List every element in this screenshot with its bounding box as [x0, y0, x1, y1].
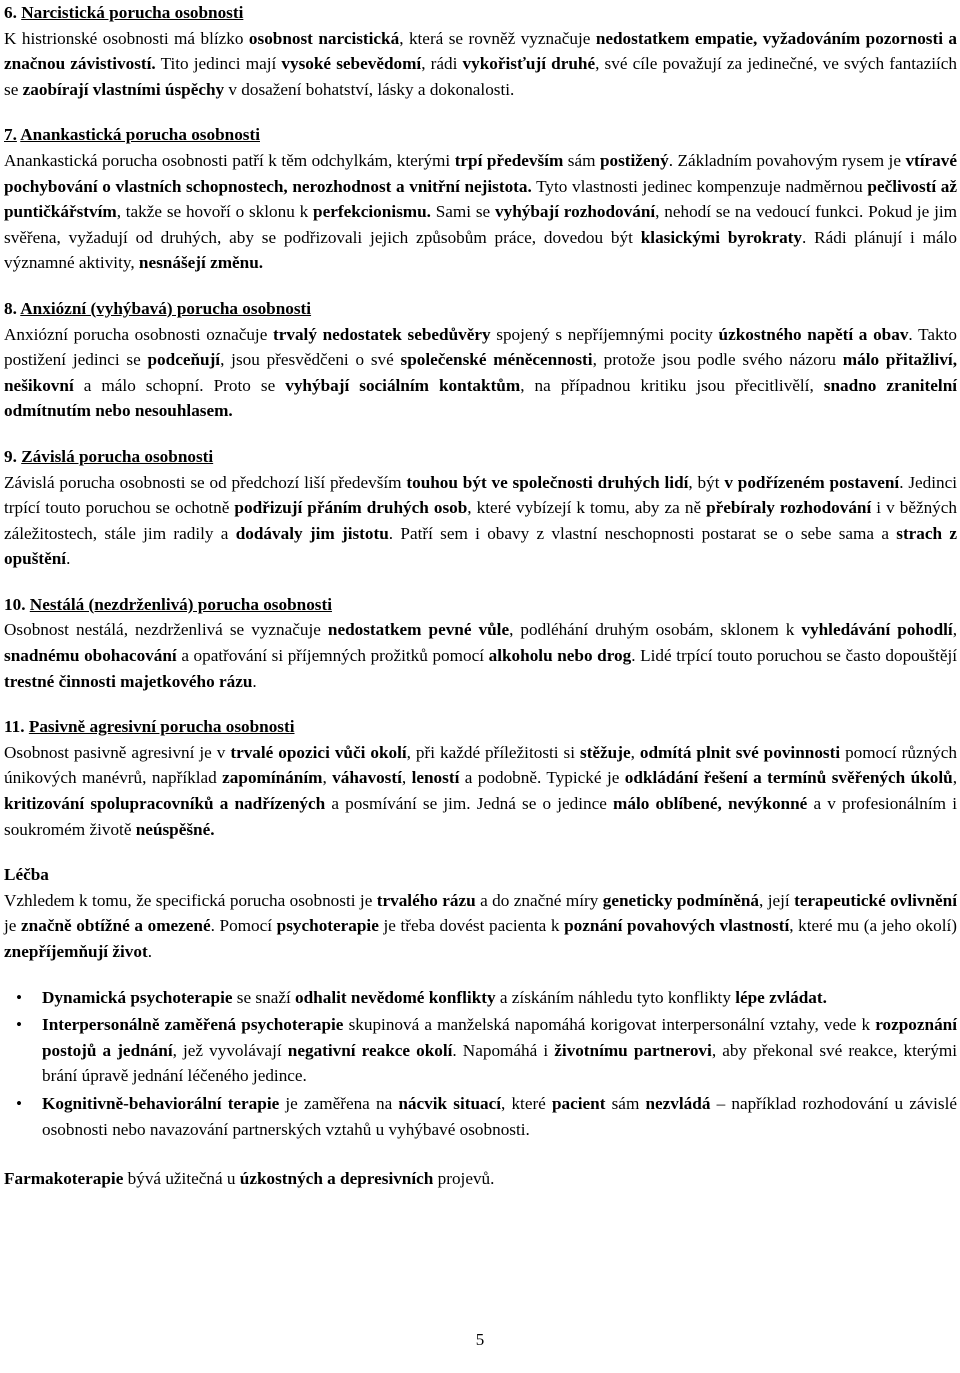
emphasis-text: podřizují přáním druhých osob — [234, 498, 468, 518]
therapy-list — [4, 985, 957, 1143]
emphasis-text: nácvik situací — [398, 1093, 501, 1113]
emphasis-text: Farmakoterapie — [4, 1169, 124, 1189]
section-number: 6. — [4, 3, 17, 22]
treatment-body — [4, 888, 957, 965]
text-run: a podobně. Typické je — [459, 768, 625, 788]
section-8 — [4, 296, 957, 424]
treatment-heading: Léčba — [4, 865, 49, 885]
text-run: se snaží — [232, 987, 296, 1007]
emphasis-text: nedostatkem empatie, vyžadováním pozornosti a značnou závistivostí. — [4, 28, 958, 74]
section-number: 7. — [4, 125, 17, 145]
emphasis-text: nesnášejí změnu. — [138, 253, 264, 273]
emphasis-text: geneticky podmíněná — [602, 890, 759, 910]
text-run: . Lidé trpící touto poruchou se často dopouštějí — [631, 646, 958, 666]
emphasis-text: v podřízeném postavení — [724, 472, 900, 492]
bullet-icon: • — [16, 1093, 23, 1113]
text-run: Tito jedinci mají — [155, 54, 282, 74]
text-run: je — [4, 916, 22, 936]
section-body — [4, 470, 957, 572]
text-run: , své cíle považují za jedinečné, ve svých fantaziích se — [4, 54, 958, 99]
emphasis-text: postižený — [599, 150, 669, 170]
text-run: , která se rovněž vyznačuje — [399, 28, 596, 48]
text-run: , — [322, 768, 333, 788]
emphasis-text: Interpersonálně zaměřená psychoterapie — [42, 1015, 344, 1035]
text-run: , být — [688, 472, 725, 492]
text-run: , aby překonal své reakce, kterými brání úpravě jednání léčeného jedince. — [42, 1040, 957, 1086]
emphasis-text: vysoké sebevědomí — [281, 54, 422, 74]
emphasis-text: touhou být ve společnosti druhých lidí — [406, 472, 689, 492]
section-body — [4, 148, 957, 276]
emphasis-text: trvalé opozici vůči okolí — [230, 742, 407, 762]
section-title: Anankastická porucha osobnosti — [20, 125, 260, 145]
section-number: 8. — [4, 298, 17, 318]
text-run: a málo schopní. Proto se — [73, 375, 286, 395]
emphasis-text: stěžuje — [580, 742, 631, 762]
emphasis-text: terapeutické ovlivnění — [794, 890, 957, 910]
text-run: . — [147, 942, 152, 961]
section-heading — [4, 122, 957, 148]
emphasis-text: málo oblíbené, nevýkonné — [613, 794, 808, 814]
treatment-section — [4, 862, 957, 964]
emphasis-text: málo přitažliví, nešikovní — [4, 350, 957, 395]
emphasis-text: nezvládá — [645, 1093, 711, 1113]
text-run: Vzhledem k tomu, že specifická porucha osobnosti je — [4, 890, 377, 910]
emphasis-text: snadnému obohacování — [4, 646, 177, 666]
list-item-text — [42, 988, 827, 1007]
emphasis-text: trpí především — [454, 150, 564, 170]
emphasis-text: vyhýbají rozhodování — [495, 202, 656, 222]
text-run: sám — [605, 1093, 646, 1113]
emphasis-text: dodávaly jim jistotu — [235, 523, 389, 543]
text-run: , — [630, 742, 640, 762]
list-item — [16, 1012, 957, 1089]
text-run: Závislá porucha osobnosti se od předchozí liší především — [4, 472, 407, 492]
emphasis-text: trvalého rázu — [376, 890, 476, 910]
emphasis-text: psychoterapie — [276, 916, 379, 936]
emphasis-text: vtíravé pochybování o vlastních schopnostech, nerozhodnost a vnitřní nejistota. — [4, 150, 957, 196]
text-run: a do značné míry — [475, 890, 603, 910]
section-number: 10. — [4, 594, 26, 614]
section-body — [4, 740, 957, 842]
emphasis-text: leností — [411, 768, 460, 788]
section-10 — [4, 592, 957, 694]
section-title: Narcistická porucha osobnosti — [21, 3, 244, 22]
section-number: 11. — [4, 717, 25, 737]
text-run: Sami se — [430, 202, 495, 222]
section-heading — [4, 592, 957, 618]
emphasis-text: poznání povahových vlastností — [564, 916, 790, 936]
emphasis-text: snadno zranitelní odmítnutím nebo nesouhlasem. — [4, 375, 958, 421]
emphasis-text: znepříjemňují život — [4, 942, 148, 961]
section-heading — [4, 714, 957, 740]
pharmacotherapy-note — [4, 1166, 957, 1192]
emphasis-text: životnímu partnerovi — [554, 1040, 712, 1060]
section-heading — [4, 0, 957, 26]
emphasis-text: strach z opuštění — [4, 523, 958, 569]
emphasis-text: negativní reakce okolí — [287, 1040, 453, 1060]
text-run: , takže se hovoří o sklonu k — [116, 202, 314, 222]
text-run: a opatřování si příjemných prožitků pomocí — [176, 646, 489, 666]
list-item-text — [42, 1094, 957, 1139]
text-run: , které mu (a jeho okolí) — [789, 916, 957, 936]
section-6 — [4, 0, 957, 102]
emphasis-text: odmítá plnit své povinnosti — [639, 742, 841, 762]
list-item-text — [42, 1015, 957, 1085]
text-run: . Napomáhá i — [452, 1040, 555, 1060]
text-run: je zaměřena na — [279, 1093, 399, 1113]
text-run: pomocí různých únikových manévrů, například — [4, 742, 957, 788]
emphasis-text: rozpoznání postojů a jednání — [42, 1015, 957, 1060]
text-run: Osobnost pasivně agresivní je v — [4, 742, 231, 762]
text-run: . — [252, 671, 257, 691]
emphasis-text: podceňují — [147, 350, 221, 370]
emphasis-text: trvalý nedostatek sebedůvěry — [273, 324, 491, 344]
emphasis-text: odhalit nevědomé konflikty — [295, 987, 496, 1007]
bullet-icon: • — [16, 1015, 23, 1035]
text-run: sám — [563, 150, 600, 170]
text-run: . Takto postižení jedinci se — [4, 324, 957, 370]
emphasis-text: váhavostí — [332, 768, 402, 788]
text-run: spojený s nepříjemnými pocity — [490, 324, 719, 344]
section-body — [4, 322, 957, 424]
section-11 — [4, 714, 957, 842]
text-run: – například rozhodování u závislé osobnosti nebo navazování partnerských vztahů u vyhýbavé osobnosti. — [42, 1093, 957, 1139]
section-title: Pasivně agresivní porucha osobnosti — [28, 717, 295, 737]
section-title: Anxiózní (vyhýbavá) porucha osobnosti — [20, 298, 312, 318]
text-run: a v profesionálním i soukromém životě — [4, 794, 957, 839]
emphasis-text: zaobírají vlastními úspěchy — [22, 79, 225, 99]
text-run: i v běžných záležitostech, stále jim radily a — [4, 498, 958, 543]
section-title: Závislá porucha osobnosti — [21, 446, 214, 466]
text-run: , — [952, 620, 957, 640]
text-run: , — [952, 768, 957, 788]
section-body — [4, 26, 957, 103]
text-run: Osobnost nestálá, nezdrženlivá se vyznačuje — [4, 620, 328, 640]
text-run: , které — [501, 1093, 552, 1113]
text-run: , — [401, 768, 412, 788]
emphasis-text: zapomínáním — [222, 768, 323, 788]
text-run: , rádi — [421, 54, 463, 74]
emphasis-text: Dynamická psychoterapie — [42, 987, 233, 1007]
section-heading — [4, 296, 957, 322]
text-run: skupinová a manželská napomáhá korigovat interpersonální vztahy, vede k — [343, 1015, 876, 1035]
list-item — [16, 1091, 957, 1142]
emphasis-text: lépe zvládat. — [735, 987, 827, 1007]
text-run: , její — [758, 890, 795, 910]
emphasis-text: vyhýbají sociálním kontaktům — [285, 375, 521, 395]
emphasis-text: úzkostného napětí a obav — [718, 324, 909, 344]
text-run: a posmívání se jim. Jedná se o jedince — [325, 794, 614, 814]
emphasis-text: přebíraly rozhodování — [706, 498, 872, 518]
emphasis-text: vykořisťují druhé — [462, 54, 596, 74]
text-run: , na případnou kritiku jsou přecitlivělí, — [520, 375, 824, 395]
text-run: v dosažení bohatství, lásky a dokonalosti. — [224, 79, 515, 99]
text-run: . Základním povahovým rysem je — [668, 150, 906, 170]
emphasis-text: nedostatkem pevné vůle — [327, 620, 510, 640]
text-run: . Patří sem i obavy z vlastní neschopnosti postarat se o sebe sama a — [388, 523, 897, 543]
text-run: . Pomocí — [210, 916, 277, 936]
text-run: Tyto vlastnosti jedinec kompenzuje nadměrnou — [531, 176, 868, 196]
text-run: a získáním náhledu tyto konflikty — [495, 987, 736, 1007]
text-run: , podléhání druhým osobám, sklonem k — [509, 620, 802, 640]
text-run: Anankastická porucha osobnosti patří k těm odchylkám, kterými — [4, 150, 455, 170]
emphasis-text: osobnost narcistická — [248, 28, 400, 48]
document-page — [4, 0, 957, 1192]
text-run: bývá užitečná u — [123, 1169, 240, 1189]
emphasis-text: alkoholu nebo drog — [488, 646, 632, 666]
emphasis-text: společenské méněcennosti — [400, 350, 593, 370]
emphasis-text: úzkostných a depresivních — [239, 1169, 434, 1189]
section-heading — [4, 444, 957, 470]
list-item — [16, 985, 957, 1011]
emphasis-text: pečlivostí až puntičkářstvím — [4, 176, 958, 222]
section-7 — [4, 122, 957, 276]
text-run: , protože jsou podle svého názoru — [592, 350, 843, 370]
section-title: Nestálá (nezdrženlivá) porucha osobnosti — [29, 594, 332, 614]
text-run: , které vybízejí k tomu, aby za ně — [467, 498, 707, 518]
text-run: K histrionské osobnosti má blízko — [4, 28, 249, 48]
emphasis-text: pacient — [551, 1093, 606, 1113]
emphasis-text: odkládání řešení a termínů svěřených úkolů — [624, 768, 953, 788]
text-run: , při každé příležitosti si — [406, 742, 580, 762]
emphasis-text: klasickými byrokraty — [640, 227, 803, 247]
section-body — [4, 617, 957, 694]
text-run: , jež vyvolávají — [172, 1040, 288, 1060]
emphasis-text: kritizování spolupracovníků a nadřízených — [4, 794, 326, 814]
bullet-icon: • — [16, 987, 23, 1007]
emphasis-text: trestné činnosti majetkového rázu — [4, 671, 253, 691]
emphasis-text: Kognitivně-behaviorální terapie — [42, 1093, 280, 1113]
emphasis-text: značně obtížné a omezené — [21, 916, 211, 936]
section-9 — [4, 444, 957, 572]
section-number: 9. — [4, 446, 17, 466]
text-run: , nehodí se na vedoucí funkci. Pokud je jim svěřena, vyžadují od druhých, aby se podřizovali jejich způsobům práce, dovedou být — [4, 202, 957, 247]
emphasis-text: perfekcionismu. — [313, 202, 431, 222]
text-run: je třeba dovést pacienta k — [378, 916, 565, 936]
text-run: , jsou přesvědčeni o své — [220, 350, 401, 370]
text-run: . — [66, 549, 71, 569]
text-run: Anxiózní porucha osobnosti označuje — [4, 324, 273, 344]
text-run: . Jedinci trpící touto poruchou se ochotně — [4, 472, 958, 518]
text-run: . Rádi plánují i málo významné aktivity, — [4, 227, 958, 273]
emphasis-text: vyhledávání pohodlí — [801, 620, 953, 640]
emphasis-text: neúspěšné. — [135, 819, 215, 839]
text-run: projevů. — [433, 1169, 495, 1189]
page-number: 5 — [475, 1330, 485, 1349]
